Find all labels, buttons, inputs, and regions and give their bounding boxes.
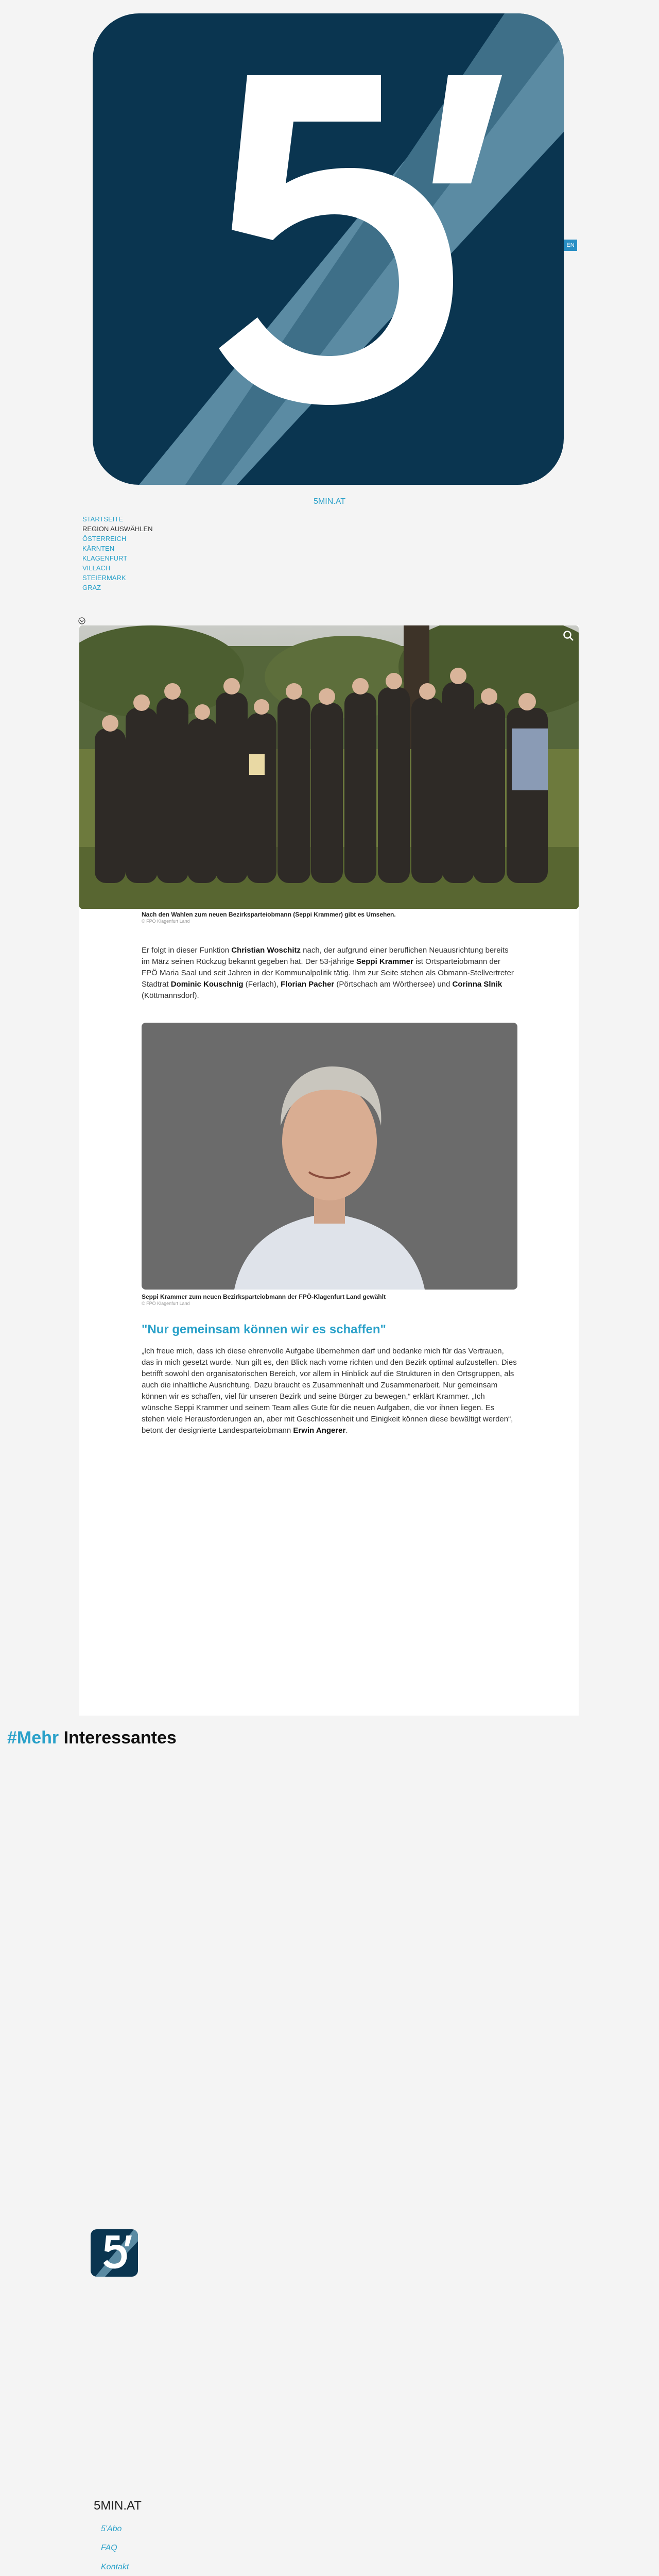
main-nav bbox=[82, 514, 153, 592]
nav-item-steiermark[interactable]: STEIERMARK bbox=[82, 574, 126, 582]
logo-graphic bbox=[93, 13, 564, 485]
brand-link[interactable]: 5MIN.AT bbox=[314, 497, 345, 506]
portrait-credit: © FPÖ Klagenfurt Land bbox=[142, 1301, 190, 1306]
name-slnik: Corinna Slnik bbox=[452, 980, 502, 989]
article-paragraph-2: „Ich freue mich, dass ich diese ehrenvolle Aufgabe übernehmen darf und bedanke mich für das Vertrauen, das in mich gesetzt wurde. Nun gilt es, den Blick nach vorne richten und den Bezirk optimal aufzustellen. Dies betrifft sowohl den organisatorischen Bereich, vor allem in Hinblick auf die Strukturen in den Ortsgruppen, als auch die inhaltliche Ausrichtung. Dazu braucht es Zusammenhalt und Zusammenarbeit. Nur gemeinsam können wir es schaffen, viel für unseren Bezirk und seine Bürger zu bewegen,“ erklärt Krammer. „Ich wünsche Seppi Krammer und seinem Team alles Gute für die neuen Aufgaben, die vor ihnen liegen. Es stehen viele Herausforderungen an, aber mit Geschlossenheit und Einigkeit können diese bewältigt werden“, betont der designierte Landesparteiobmann Erwin Angerer. bbox=[142, 1347, 517, 1435]
more-label: Interessantes bbox=[59, 1728, 177, 1748]
name-pacher: Florian Pacher bbox=[281, 980, 335, 989]
nav-item-region-label: REGION AUSWÄHLEN bbox=[82, 525, 153, 533]
footer-link-abo[interactable]: 5'Abo bbox=[101, 2524, 122, 2533]
nav-item-startseite[interactable]: STARTSEITE bbox=[82, 515, 123, 523]
nav-item-klagenfurt[interactable]: KLAGENFURT bbox=[82, 554, 128, 562]
search-icon[interactable] bbox=[562, 630, 575, 642]
portrait-photo bbox=[142, 1023, 517, 1290]
article-paragraph-1: Er folgt in dieser Funktion Christian Woschitz nach, der aufgrund einer beruflichen Neuausrichtung bereits im März seinen Rückzug bekannt gegeben hat. Der 53-jährige Seppi Krammer ist Ortsparteiobmann der FPÖ Maria Saal und seit Jahren in der Kommunalpolitik tätig. Ihm zur Seite stehen als Obmann-Stellvertreter Stadtrat Dominic Kouschnig (Ferlach), Florian Pacher (Pörtschach am Wörthersee) und Corinna Slnik (Köttmannsdorf). bbox=[142, 946, 514, 1000]
name-kouschnig: Dominic Kouschnig bbox=[170, 980, 244, 989]
portrait-image bbox=[142, 1023, 517, 1290]
group-photo bbox=[79, 625, 579, 909]
language-badge[interactable]: EN bbox=[564, 240, 577, 251]
footer-logo[interactable] bbox=[91, 2229, 138, 2277]
more-heading bbox=[7, 1728, 177, 1748]
footer-brand: 5MIN.AT bbox=[94, 2499, 142, 2513]
more-hash: #Mehr bbox=[7, 1728, 59, 1748]
site-logo[interactable] bbox=[93, 13, 564, 485]
name-angerer: Erwin Angerer bbox=[293, 1426, 346, 1435]
nav-item-oesterreich[interactable]: ÖSTERREICH bbox=[82, 535, 127, 543]
footer-links bbox=[101, 2519, 172, 2576]
hero-credit: © FPÖ Klagenfurt Land bbox=[142, 919, 190, 924]
name-woschitz: Christian Woschitz bbox=[231, 946, 301, 955]
name-krammer: Seppi Krammer bbox=[356, 957, 413, 966]
portrait-caption: Seppi Krammer zum neuen Bezirksparteiobmann der FPÖ-Klagenfurt Land gewählt bbox=[142, 1293, 386, 1300]
footer-logo-graphic bbox=[91, 2229, 138, 2277]
hero-image bbox=[79, 625, 579, 909]
nav-item-graz[interactable]: GRAZ bbox=[82, 584, 101, 591]
chevron-icon[interactable] bbox=[78, 617, 85, 624]
nav-item-kaernten[interactable]: KÄRNTEN bbox=[82, 545, 115, 552]
article-subheading: "Nur gemeinsam können wir es schaffen" bbox=[142, 1323, 386, 1336]
footer-link-faq[interactable]: FAQ bbox=[101, 2544, 117, 2552]
footer-link-kontakt[interactable]: Kontakt bbox=[101, 2563, 129, 2571]
hero-caption: Nach den Wahlen zum neuen Bezirksparteiobmann (Seppi Krammer) gibt es Umsehen. bbox=[142, 911, 396, 918]
nav-item-villach[interactable]: VILLACH bbox=[82, 564, 111, 572]
